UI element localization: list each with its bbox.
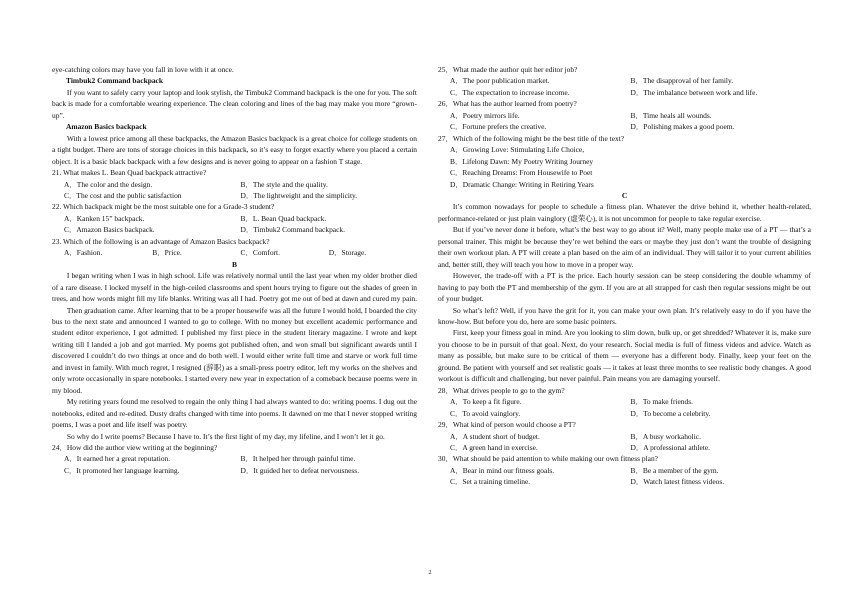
question-23-options [52, 247, 417, 258]
option-22a[interactable]: A．Kanken 15” backpack. [64, 213, 145, 223]
option-27a[interactable]: A．Growing Love: Stimulating Life Choice, [450, 145, 585, 155]
option-28b[interactable]: B．To make friends. [630, 397, 693, 407]
option-25b[interactable]: B．The disapproval of her family. [630, 76, 734, 86]
question-22: 22. Which backpack might be the most suitable one for a Grade-3 student? [52, 202, 275, 212]
passage-c-paragraph-1: It’s common nowadays for people to schedule a fitness plan. Whatever the drive behind it, whether health-related, performance-related or just plain vainglory (虚荣心), it is not uncommon for people to take regular exercise. [438, 202, 811, 223]
option-29d[interactable]: D．A professional athlete. [630, 442, 711, 452]
question-28-options [438, 396, 811, 419]
question-26-options [438, 110, 811, 133]
option-23c[interactable]: C．Comfort. [240, 248, 280, 258]
question-27: 27．Which of the following might be the best title of the text? [438, 133, 625, 143]
question-27-options [438, 144, 811, 190]
option-30b[interactable]: B．Be a member of the gym. [630, 465, 719, 475]
option-28d[interactable]: D．To become a celebrity. [630, 408, 711, 418]
question-29-options [438, 431, 811, 454]
option-22d[interactable]: D．Timbuk2 Command backpack. [240, 225, 345, 235]
section-c-heading: C [621, 190, 628, 200]
passage-c-paragraph-3: However, the trade-off with a PT is the price. Each hourly session can be steep considering the double whammy of having to pay both the PT and membership of the gym. If you are at all strapped for cash then regular sessions might be out of your budget. [438, 271, 811, 304]
question-30: 30．What should be paid attention to while making our own fitness plan? [438, 454, 658, 464]
option-27b[interactable]: B．Lifelong Dawn: My Poetry Writing Journey [450, 156, 594, 166]
question-30-options [438, 465, 811, 488]
left-column [52, 64, 417, 476]
option-26b[interactable]: B．Time heals all wounds. [630, 110, 712, 120]
option-24b[interactable]: B．It helped her through painful time. [240, 454, 356, 464]
option-23b[interactable]: B．Price. [152, 248, 182, 258]
passage-b-paragraph-2: Then graduation came. After learning that to be a proper housewife was all the future I would hold, I boarded the city bus to the next state and announced I wanted to go to college. With no money but excellent academic performance and student editor experience, I got admitted. I published my first piece in the student literary magazine. I wrote and kept writing till I landed a job and got married. My poems got published often, and won small but significant awards until I discovered I couldn’t do two things at once and do both well. I would either write full time and starve or work full time and invest in family. With much regret, I resigned (辞职) as a small-press poetry editor, left my works on the shelves and only wrote occasionally in spare notebooks. I started every new year in expectation of a comeback because poems were in my blood. [52, 305, 417, 395]
page-number: 2 [428, 570, 432, 576]
option-25d[interactable]: D．The imbalance between work and life. [630, 87, 758, 97]
question-25: 25．What made the author quit her editor job? [438, 65, 578, 74]
option-27c[interactable]: C．Reaching Dreams: From Housewife to Poet [450, 168, 593, 178]
heading-timbuk2: Timbuk2 Command backpack [66, 76, 163, 86]
option-21d[interactable]: D．The lightweight and the simplicity. [240, 190, 358, 200]
question-26: 26．What has the author learned from poetry? [438, 99, 577, 109]
option-26c[interactable]: C．Fortune prefers the creative. [450, 122, 547, 132]
question-29: 29．What kind of person would choose a PT? [438, 420, 576, 430]
option-29b[interactable]: B．A busy workaholic. [630, 431, 701, 441]
question-21: 21. What makes L. Bean Quad backpack attractive? [52, 168, 207, 178]
passage-b-paragraph-4: So why do I write poems? Because I have to. It’s the first light of my day, my lifeline, and I won’t let it go. [66, 431, 385, 441]
option-28a[interactable]: A．To keep a fit figure. [450, 397, 522, 407]
option-24d[interactable]: D．It guided her to defeat nervousness. [240, 465, 360, 475]
question-25-options [438, 75, 811, 98]
option-30a[interactable]: A．Bear in mind our fitness goals. [450, 465, 555, 475]
option-24c[interactable]: C．It promoted her language learning. [64, 465, 180, 475]
paragraph-amazon-basics: With a lowest price among all these backpacks, the Amazon Basics backpack is a great choice for college students on a tight budget. There are tons of storage choices in this backpack, so it’s easy to forget exactly where you placed a certain object. It is a basic black backpack with a few designs and is never going to appear on a fashion T stage. [52, 133, 417, 166]
question-21-options [52, 179, 417, 202]
question-28: 28．What drives people to go to the gym? [438, 385, 565, 395]
option-22c[interactable]: C．Amazon Basics backpack. [64, 225, 155, 235]
option-27d[interactable]: D．Dramatic Change: Writing in Retiring Years [450, 179, 594, 189]
option-30d[interactable]: D．Watch latest fitness videos. [630, 477, 725, 487]
passage-c-paragraph-4: So what’s left? Well, if you have the grit for it, you can make your own plan. It’s relatively easy to do if you have the know-how. But before you do, here are some basic pointers. [438, 305, 811, 326]
question-23: 23. Which of the following is an advantage of Amazon Basics backpack? [52, 236, 270, 246]
question-24-options [52, 453, 417, 476]
passage-c-paragraph-2: But if you’ve never done it before, what’s the best way to go about it? Well, many people make use of a PT — that’s a personal trainer. This might be because they’re wet behind the ears or maybe they just don’t want the trouble of designing their own workout plan. A PT will create a plan based on the aim of an individual. They will tailor it to your current abilities and, better still, they will teach you how to move in a proper way. [438, 225, 811, 269]
option-23a[interactable]: A．Fashion. [64, 248, 103, 258]
passage-b-paragraph-1: I began writing when I was in high school. Life was relatively normal until the last year when my older brother died of a rare disease. I locked myself in the high-ceiled classrooms and spent hours trying to figure out the shades of green in trees, and how words might fill my life blanks. Writing was all I had. Poetry got me out of bed at dawn and cured my pain. [52, 271, 417, 304]
paragraph-timbuk2: If you want to safely carry your laptop and look stylish, the Timbuk2 Command backpack is the one for you. The soft back is made for a comfortable wearing experience. The clean coloring and lines of the bag may make you more “grown-up”. [52, 87, 417, 120]
option-30c[interactable]: C．Set a training timeline. [450, 477, 531, 487]
option-22b[interactable]: B．L. Bean Quad backpack. [240, 213, 327, 223]
option-21c[interactable]: C．The cost and the public satisfaction [64, 190, 182, 200]
question-24: 24．How did the author view writing at the beginning? [52, 442, 218, 452]
question-22-options [52, 213, 417, 236]
right-column [438, 64, 811, 488]
option-21a[interactable]: A．The color and the design. [64, 179, 153, 189]
option-26d[interactable]: D．Polishing makes a good poem. [630, 122, 735, 132]
passage-b-paragraph-3: My retiring years found me resolved to regain the only thing I had always wanted to do: writing poems. I dug out the notebooks, edited and re-edited. Dusty drafts changed with time into poems. It dawned on me that I never stopped writing poems, I was a poet and life itself was poetry. [52, 397, 417, 430]
option-29c[interactable]: C．A green hand in exercise. [450, 442, 538, 452]
option-29a[interactable]: A．A student short of budget. [450, 431, 540, 441]
option-21b[interactable]: B．The style and the quality. [240, 179, 328, 189]
passage-c-paragraph-5: First, keep your fitness goal in mind. Are you looking to slim down, bulk up, or get shredded? Whatever it is, make sure you choose to be in pursuit of that goal. Next, do your research. Social media is full of fitness videos and advice. Watch as many as possible, but make sure to be critical of them — everyone has a different body. Finally, keep your feet on the ground. Be patient with yourself and set realistic goals — it takes at least three months to see realistic body changes. A good workout is difficult and challenging, but never painful. Pain means you are damaging yourself. [438, 328, 811, 384]
section-b-heading: B [232, 259, 237, 269]
option-25a[interactable]: A．The poor publication market. [450, 76, 550, 86]
option-25c[interactable]: C．The expectation to increase income. [450, 87, 570, 97]
passage-a-continued: eye-catching colors may have you fall in love with it at once. [52, 65, 234, 74]
option-26a[interactable]: A．Poetry mirrors life. [450, 110, 520, 120]
option-23d[interactable]: D．Storage. [328, 248, 367, 258]
heading-amazon-basics: Amazon Basics backpack [66, 122, 147, 132]
option-24a[interactable]: A．It earned her a great reputation. [64, 454, 171, 464]
option-28c[interactable]: C．To avoid vainglory. [450, 408, 521, 418]
